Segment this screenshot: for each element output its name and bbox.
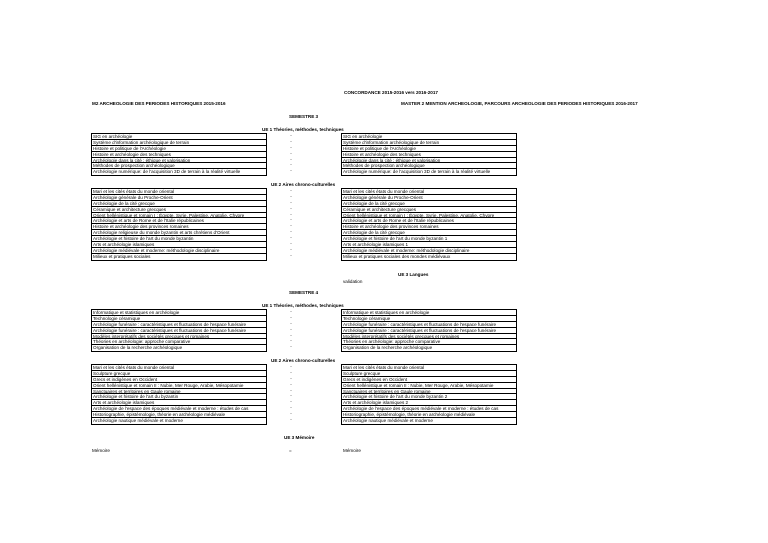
s4-ue1-right-table [341, 309, 517, 352]
course-row: Histoire et archéologie des provinces romaines [342, 224, 516, 230]
course-row: Mari et les cités états du monde oriental [92, 365, 266, 371]
s3-ue1-left-table [91, 133, 267, 176]
concordance-dash: - [290, 393, 292, 399]
course-row: Milieux et pratiques sociales [93, 253, 151, 259]
s3-ue3-label: UE 3 Langues [398, 272, 429, 277]
concordance-dash: - [290, 338, 292, 344]
course-row: Système d'information archéologique de terrain [92, 140, 266, 146]
course-row: Mari et les cités états du monde oriental [342, 365, 516, 371]
semester-3-label: SEMESTRE 3 [289, 114, 319, 119]
course-row: Archéologie et histoire de l'art du monde byzantin 1 [342, 236, 516, 242]
course-row: Archéologie et histoire de l'art du monde byzantin 2 [342, 394, 516, 400]
course-row: Archéologie funéraire : caractéristiques et fluctuations de l'espace funéraire [92, 328, 266, 334]
course-row: Mari et les cités états du monde oriental [92, 189, 266, 195]
course-row: Arts et archéologie islamiques [92, 242, 266, 248]
course-row: Historiographie, épistémologie, théorie en archéologie médiévale [92, 412, 266, 418]
course-row: Archéologie et arts de Rome et de l'Italie républicaines [342, 218, 516, 224]
s4-ue3-label: UE 3 Mémoire [284, 435, 315, 440]
s3-ue2-dash-column [287, 188, 295, 259]
course-row: Archéologie funéraire : caractéristiques et fluctuations de l'espace funéraire [92, 322, 266, 328]
course-row: Archéologie et arts de Rome et de l'Italie républicaines [92, 218, 266, 224]
concordance-dash: - [290, 364, 292, 369]
course-row: Archéologie et histoire de l'art du monde byzantin [92, 236, 266, 242]
course-row: Archéologie de l'espace des époques médiévale et moderne : études de cas [92, 406, 266, 412]
course-row: Mari et les cités états du monde oriental [342, 189, 516, 195]
course-row: Archéologie numérique: de l'acquisition 3D de terrain à la réalité virtuelle [343, 169, 491, 175]
course-row: Système d'information archéologique de terrain [342, 140, 516, 146]
course-row: Sculpture grecque [92, 371, 266, 377]
course-row: Archéologie et histoire de l'art du byzantin [92, 394, 266, 400]
course-row: Informatique et statistiques en archéologie [92, 310, 266, 316]
concordance-dash: - [290, 133, 292, 138]
s3-ue3-validation: validation [343, 279, 363, 284]
concordance-dash: - [290, 314, 292, 320]
concordance-dash: - [290, 332, 292, 338]
course-row: Orient hellénistique et romain I : Égypte, Syrie, Palestine, Anatolie, Chypre [92, 213, 266, 219]
concordance-dash: - [290, 168, 292, 174]
course-row: Méthodes de prospection archéologique [342, 163, 516, 169]
s3-ue2-label: UE 2 Aires chrono-culturelles [271, 182, 336, 187]
course-row: Archéologie médiévale et moderne: méthodologie disciplinaire [342, 248, 516, 254]
course-row: Archéologie générale du Proche-Orient [342, 195, 516, 201]
s3-ue1-dash-column [287, 133, 295, 174]
course-row: Archéologie nautique médiévale et moderne [343, 418, 433, 424]
s4-ue2-left-table [91, 364, 267, 425]
concordance-dash: - [290, 387, 292, 393]
course-row: Orient hellénistique et romain II : Nubie, Mer Rouge, Arabie, Mésopotamie [342, 383, 516, 389]
concordance-dash: - [290, 399, 292, 405]
course-row: Organisation de la recherche archéologique [343, 345, 433, 351]
course-row: Organisation de la recherche archéologique [93, 345, 183, 351]
s4-ue2-right-table [341, 364, 517, 425]
course-row: Technologie céramique [92, 316, 266, 322]
concordance-dash: - [290, 405, 292, 411]
right-program-heading: MASTER 2 MENTION ARCHEOLOGIE, PARCOURS ARCHEOLOGIE DES PERIODES HISTORIQUES 2016-2017 [401, 101, 638, 106]
concordance-dash: - [290, 144, 292, 150]
course-row: Archéologie numérique: de l'acquisition 3D de terrain à la réalité virtuelle [93, 169, 241, 175]
s3-ue2-right-table [341, 188, 517, 261]
concordance-dash: - [290, 162, 292, 168]
course-row: Histoire et archéologie des provinces romaines [92, 224, 266, 230]
course-row: Informatique et statistiques en archéologie [342, 310, 516, 316]
concordance-dash: - [290, 193, 292, 199]
course-row: Orient hellénistique et romain II : Nubie, Mer Rouge, Arabie, Mésopotamie [92, 383, 266, 389]
document-title: CONCORDANCE 2015-2016 vers 2016-2017 [344, 90, 438, 95]
s4-ue2-dash-column [287, 364, 295, 423]
concordance-dash: - [290, 369, 292, 375]
concordance-dash: - [290, 381, 292, 387]
concordance-dash: - [290, 217, 292, 223]
course-row: Histoire et archéologie des techniques [92, 152, 266, 158]
s4-ue2-label: UE 2 Aires chrono-culturelles [271, 358, 336, 363]
s4-ue3-right-memoire: Mémoire [343, 448, 361, 453]
concordance-dash: - [290, 199, 292, 205]
s3-ue2-left-table [91, 188, 267, 261]
course-row: Modèles interprétatifs des sociétés grecques et romaines [342, 334, 516, 340]
course-row: Archéologie religieuse du monde byzantin et arts chrétiens d'Orient [92, 230, 266, 236]
concordance-dash: - [290, 375, 292, 381]
s4-ue1-left-table [91, 309, 267, 352]
concordance-dash: - [290, 188, 292, 193]
concordance-dash: - [290, 411, 292, 417]
concordance-dash: - [290, 344, 292, 350]
course-row: Historiographie, épistémologie, théorie en archéologie médiévale [342, 412, 516, 418]
semester-4-label: SEMESTRE 4 [289, 290, 319, 295]
course-row: Céramique et architecture grecques [92, 207, 266, 213]
course-row: Modèles interprétatifs des sociétés grecques et romaines [92, 334, 266, 340]
course-row: Archéologie dans la cité : éthique et valorisation [342, 158, 516, 164]
course-row: Milieux et pratiques sociales des mondes médiévaux [343, 253, 451, 259]
s4-ue1-dash-column [287, 309, 295, 350]
course-row: Archéologie de la cité grecque [92, 201, 266, 207]
course-row: Archéologie funéraire : caractéristiques et fluctuations de l'espace funéraire [342, 322, 516, 328]
course-row: Arts et archéologie islamiques 1 [342, 242, 516, 248]
left-program-heading: M2 ARCHEOLOGIE DES PERIODES HISTORIQUES 2015-2016 [92, 101, 226, 106]
concordance-dash: - [290, 211, 292, 217]
course-row: Archéologie dans la cité : éthique et valorisation [92, 158, 266, 164]
concordance-dash: - [290, 320, 292, 326]
course-row: Arts et archéologie islamiques 2 [342, 400, 516, 406]
concordance-dash: - [290, 156, 292, 162]
concordance-dash: - [290, 309, 292, 314]
course-row: Sanctuaires et territoires en Gaule romaine [342, 389, 516, 395]
course-row: Archéologie de l'espace des époques médiévale et moderne : études de cas [342, 406, 516, 412]
course-row: Archéologie médiévale et moderne: méthodologie disciplinaire [92, 248, 266, 254]
concordance-dash: - [290, 138, 292, 144]
course-row: Histoire et archéologie des techniques [342, 152, 516, 158]
course-row: Grecs et indigènes en Occident [92, 377, 266, 383]
course-row: Céramique et architecture grecques [342, 207, 516, 213]
concordance-dash: - [290, 229, 292, 235]
concordance-dash: - [290, 246, 292, 252]
course-row: Arts et archéologie islamiques [92, 400, 266, 406]
course-row: Archéologie nautique médiévale et moderne [93, 418, 183, 424]
concordance-dash: - [290, 235, 292, 241]
concordance-dash: - [290, 326, 292, 332]
s4-ue3-dash: = [289, 448, 292, 453]
course-row: Archéologie funéraire : caractéristiques et fluctuations de l'espace funéraire [342, 328, 516, 334]
course-row: Technologie céramique [342, 316, 516, 322]
course-row: Archéologie de la cité grecque [342, 201, 516, 207]
course-row: Théories en archéologie: approche comparative [92, 339, 266, 345]
s4-ue3-left-memoire: Mémoire [92, 448, 110, 453]
course-row: Orient hellénistique et romain I : Égypte, Syrie, Palestine, Anatolie, Chypre [342, 213, 516, 219]
course-row: Grecs et indigènes en Occident [342, 377, 516, 383]
concordance-dash: - [290, 223, 292, 229]
course-row: Archéologie de la cité grecque [342, 230, 516, 236]
concordance-dash: - [290, 252, 292, 258]
s3-ue1-right-table [341, 133, 517, 176]
s4-ue1-label: UE 1 Théories, méthodes, techniques [262, 303, 344, 308]
course-row: SIG en archéologie [342, 134, 516, 140]
concordance-dash: - [290, 205, 292, 211]
course-row: Théories en archéologie: approche comparative [342, 339, 516, 345]
course-row: Méthodes de prospection archéologique [92, 163, 266, 169]
course-row: Histoire et politique de l'Archéologie [92, 146, 266, 152]
course-row: SIG en archéologie [92, 134, 266, 140]
course-row: Archéologie générale du Proche-Orient [92, 195, 266, 201]
concordance-dash: - [290, 417, 292, 423]
course-row: Histoire et politique de l'Archéologie [342, 146, 516, 152]
concordance-dash: - [290, 241, 292, 247]
s3-ue1-label: UE 1 Théories, méthodes, techniques [262, 127, 344, 132]
concordance-dash: - [290, 150, 292, 156]
course-row: Sculpture grecque [342, 371, 516, 377]
course-row: Sanctuaires et territoires en Gaule romaine [92, 389, 266, 395]
